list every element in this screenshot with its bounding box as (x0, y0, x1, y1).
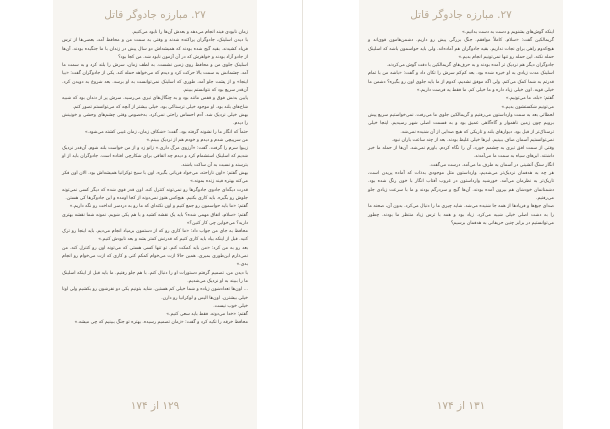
paragraph: گفتم: «خدا می‌دونه. فقط باید سعی کنیم.» (166, 312, 248, 318)
page-header: ۲۷. مبارزه جادوگر قاتل (104, 9, 206, 21)
paragraph: با دیدن من، تصمیم گرفتم دستورات او را دنبال کنم. با هم جلو رفتیم. ما باید قبل از اینکه اسلینک ما را ببیند به او نزدیک می‌شدیم. (62, 270, 248, 284)
paragraph: اسلینک مدت زیادی به او خیره شده بود. بعد کم‌کم سرش را تکان داد و گفت: «باشه من با تمام قدرتم به شما کمک می‌کنم. ولی اگه موفق نشدیم، کدوم از ما باید جلوی اون رو بگیره؟ دشمن ما خیلی قویه. اون خیلی زیاد داره و ما خیلی کم. ما فقط یه فرصت داریم.» (368, 71, 554, 94)
paragraph: بعد رو به من کرد: «من باید کمکت کنم. تو تنها کسی هستی که می‌تونه اون رو کنترل کنه. من نمی‌ذارم این‌طوری بمیری. همین حالا ازت می‌خوام کمکم کنی و کاری که ازت می‌خوام رو انجام بدی.» (62, 245, 248, 268)
paragraph: خیلی خوب نیست. (213, 303, 248, 309)
page-body (368, 29, 554, 228)
paragraph: ... اون‌ها تعدادشون زیاده و شما خیلی کم هستین. شاید بتونیم یکی دو نفرشون رو بکشیم ولی اونا خیلی بیشترن. اون‌ها الیس و لوکرانیا رو دارن. (62, 287, 248, 301)
paragraph: جادوگران دیگر هم نزدیک تر آمده بودند و به حرف‌های گریمالکین با دقت گوش می‌کردند. (386, 63, 554, 69)
paragraph: اینکه گوش‌های بشنویم و دست به دست بدانیم.» (462, 30, 554, 35)
paragraph: اسلینک جلوی من و محافظ روی زمین نشست. به لطف زمان، سرش را بلند کرد و به سمت ما آمد. چشمانش به سمت بالا حرکت کرد و دیدم که می‌خواهد حمله کند. یکی از جادوگران گفت: «بیا اینجا» و از پشت جلو آمد، طوری که اسلینک نمی‌توانست به او برسد. بعد شروع به دویدن کرد. آن‌قدر سریع بود که نتوانستم ببینم. (62, 63, 248, 94)
left-page (53, 0, 257, 429)
paragraph: محافظ خرقه را تکیه کرد و گفت: «زمان تصمیم رسیده. بهتره تو جنگ ببینیم که چی میشه.» (74, 320, 248, 326)
paragraph: گریمالکین گفت: «سلام. کاملاً موافقم. جنگ بزرگی پیش رو داریم. دشمن‌هامون قوی‌اند و هیچ‌کدوم راهی برای نجات نداریم. بقیه جادوگران هم آماده‌اند. ولی باید حواسمون باشه که اسلینک حمله نکنه. این حمله رو تنها نمی‌تونیم انجام بدیم.» (368, 38, 554, 60)
paragraph: پایین بدنش فوق و قفس مانند بود و به چنگال‌های تیزی می‌رسید. سرش پر از دندان بود که شبیه شاخ‌های بلند بود. او موجود خیلی ترسناکی بود. خیلی بیشتر از آنچه که می‌توانستم تصور کنم. (62, 96, 248, 110)
paragraph: گفتم: «بله، ما می‌تونیم.» (505, 96, 554, 102)
page-body (62, 29, 248, 328)
right-page (359, 0, 563, 429)
paragraph: محافظ به جای من جواب داد: «ما کاری رو که از دستمون برمیاد انجام می‌دیم. باید اینجا رو ترک کنید. قبل از اینکه بیاد باید کاری کنیم که قدرتش کمتر بشه و بعد نابودش کنیم.» (62, 229, 248, 243)
paragraph: هر چه به هدفمان نزدیک‌تر می‌شدیم، وارداستون مثل موجودی بدذات که آماده پریدن است، تاریک‌تر به نظرمان می‌آمد. خورشید وارداستون در غروب آفتاب انگار با خون رنگ شده بود. دشمنانمان خودشان هم بیرون آمده بودند. آن‌ها گیج و سردرگم بودند و ما با سرعت زیادی جلو می‌رفتیم. (368, 171, 554, 201)
paragraph: زمان نابودی فیند انجام می‌دهد و بعدش آن‌ها را نابود می‌کنیم. (131, 30, 248, 35)
paragraph: گفتم: «سلام، اتفاق مهمی شده؟ باید یک نقشه کشید و با هم یکی شویم. نمونه شما نقشه بهتری دارید؟ می‌خواین چی کار کنین؟» (62, 212, 248, 226)
paragraph: با دیدن اسلینک، جادوگران پراکنده شدند و وقتی به سمت من و محافظ آمد، بعضی‌ها از ترس فریاد کشیدند. بقیه گیج شده بودند که همیشه‌اش دو سال پیش در زندان با ما جنگیده بودند. آن‌ها از جادو آزاد بودند و خواهرش که در آن آزمون نابود شد. من کجا بود؟ (62, 38, 248, 60)
paragraph: بهش گفتم: «اون ناراحته، می‌خواد قربانی بگیره. اون با سیخ توکرانیا همیشه‌اش بود. الان اون فکر می‌کنه بهتره فیند زنده بمونه.» (62, 171, 248, 185)
paragraph: صدای جیغ‌ها و فریادها از همه جا شنیده می‌شد. شاید چیزی ما را دنبال می‌کرد. بدون آن، صحنه ما را به دشت اصلی خیلی شبیه می‌کرد. زیاد بود و همه با ترس زیاد منتظر ما بودند. چطور می‌توانستیم در برابر چنین حریفانی به هدفمان برسیم؟ (368, 204, 554, 226)
paragraph: قدرت دیگه‌ای جادوی جادوگرها رو نمی‌تونه کنترل کنه. اون قدر قوی شده که دیگر کسی نمی‌تونه جلوش رو بگیره. باید کاری بکنیم. هیچ‌کس هنوز نمی‌دونه از کجا اومده و این جادوگرها کی هستن. (62, 187, 248, 201)
paragraph: وقتی از سمت افق تیری به چشمم خورد، آن را نگاه کردم. باورم نمی‌شد. آن‌ها از حمله ما خبر داشتند. ابرهای سیاه به سمت ما می‌آمدند. (368, 146, 554, 160)
paragraph: حتماً که انگار ما را نشونه گرفته بود. گفت: «شکاف زمان، زمان غیبی کشته می‌شود.» (84, 129, 248, 135)
paragraph: می‌تونیم شکستشون بدیم.» (501, 104, 554, 110)
paragraph: نمی‌توانستیم آسمان صاف ببینیم. ابرها خیلی غلیظ بودند. بعد از چند ساعت باران نبود. (391, 137, 554, 143)
paragraph: بهش خیلی نزدیک شد. آدم احساس راحتی نمی‌کرد. به‌خصوص وقتی چشم‌های وحشی و خونینش را دیدم. (62, 112, 248, 127)
paragraph: زیبوا سرم را گرفت. گفت: «آرزوی مرگ داری.» زانو زد و از من خواست بلند شوم. آن‌قدر نزدیک شدیم که اسلینک استشمام کرد و دیدم چه اتفاقی برای شکارچی افتاده است. جادوگران باید از او بترسند و نسبت به آن ساکت باشند. (62, 146, 248, 168)
page-header: ۲۷. مبارزه جادوگر قاتل (410, 9, 512, 21)
paragraph: انگار سنگ آتشینی در آسمان به طرف ما می‌آمد. درست می‌گفت. (429, 162, 554, 168)
page-number: ۱۲۹ از ۱۷۴ (130, 400, 180, 412)
center-divider (302, 0, 304, 429)
paragraph: من سرپیچی شدم و دیدم و خودم هم از نزدیک ببینم.» (146, 137, 248, 143)
page-number: ۱۳۱ از ۱۷۴ (436, 400, 486, 412)
paragraph: لحظاتی بعد به سمت وارداستون می‌رفتیم و گریمالکین جلوی ما می‌رفت. نمی‌خواستیم سریع پیش برویم چون زمین ناهموار و گاه‌گاهی عمیق بود و به قسمت اصلی شهر رسیدیم. اینجا خیلی ترسناک‌تر از قبل بود. دیوارهای بلند و تاریکی که هیچ صدایی از آن شنیده نمی‌شد. (368, 112, 554, 135)
paragraph: گفتم: «ما باید حواسمون رو جمع کنیم و اون نکته‌ای که ما رو به دردسر انداخت رو نگه داریم.» (69, 204, 248, 210)
